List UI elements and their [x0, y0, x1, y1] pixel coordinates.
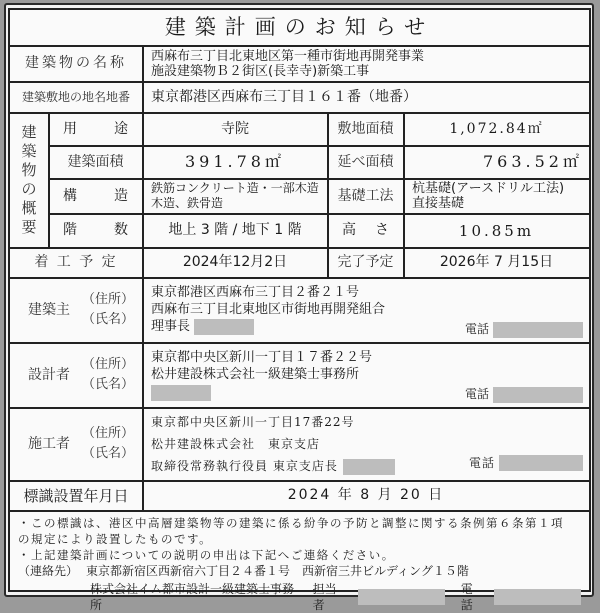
sign-date-value: 2024 年 8 月 20 日	[287, 487, 445, 504]
site-label: 建築敷地の地名地番	[21, 89, 130, 104]
contractor-sub-labels	[82, 424, 134, 464]
building-area-label: 建築面積	[67, 153, 124, 170]
start-date-value: 2024年12月2日	[182, 254, 288, 271]
height-label	[328, 214, 403, 247]
site-area-value: 1,072.84㎡	[449, 120, 544, 137]
overview-label-char: 建	[21, 123, 37, 141]
floors-label	[49, 214, 142, 247]
owner-address-sublabel: （住所）	[81, 292, 134, 307]
foundation-line2: 直接基礎	[412, 196, 465, 211]
foundation-line1: 杭基礎(アースドリル工法)	[412, 181, 565, 196]
redacted-phone	[499, 455, 583, 471]
owner-name: 西麻布三丁目北東地区市街地再開発組合	[151, 302, 386, 317]
contractor-name: 松井建設株式会社 東京支店	[151, 437, 321, 451]
phone-label: 電話	[468, 456, 495, 470]
use-label	[49, 113, 142, 145]
note-1-line-1: ・この標識は、港区中高層建築物等の建築に係る紛争の予防と調整に関する条例第６条第１項	[18, 516, 564, 530]
redacted-name	[151, 385, 211, 401]
structure-label-a: 構	[63, 187, 77, 204]
contractor-name-sublabel: （氏名）	[81, 446, 134, 461]
structure-label-b: 造	[114, 187, 128, 204]
designer-name-sublabel: （氏名）	[81, 377, 134, 392]
contact-label: （連絡先）	[18, 564, 79, 578]
contractor-address-sublabel: （住所）	[81, 426, 134, 441]
contact-address-row	[18, 563, 581, 579]
use-label-b: 途	[114, 120, 128, 137]
overview-label-char: 築	[21, 142, 37, 160]
redacted-phone	[493, 387, 583, 403]
site-value: 東京都港区西麻布三丁目１６１番（地番）	[151, 88, 417, 105]
foundation-label: 基礎工法	[337, 187, 394, 204]
height-label-a: 高	[342, 222, 356, 239]
end-date-value: 2026年 7 月15日	[439, 254, 554, 271]
sign-date-label: 標識設置年月日	[23, 486, 129, 505]
designer-label-text: 設計者	[28, 366, 70, 383]
overview-label-char: の	[21, 180, 37, 198]
owner-label	[10, 278, 142, 342]
contractor-value	[143, 408, 589, 480]
notes-section	[10, 511, 589, 612]
building-name-line2: 施設建築物Ｂ２街区(長幸寺)新築工事	[151, 63, 370, 79]
overview-label-char: 概	[21, 199, 37, 217]
designer-address-sublabel: （住所）	[81, 357, 134, 372]
building-name-line1: 西麻布三丁目北東地区第一種市街地再開発事業	[151, 48, 425, 64]
floors-label-a: 階	[63, 222, 77, 239]
contractor-rep-title: 取締役常務執行役員 東京支店長	[151, 459, 338, 473]
owner-representative	[151, 318, 254, 335]
contractor-label-text: 施工者	[28, 435, 70, 452]
redacted-name	[194, 319, 254, 335]
contractor-label	[10, 408, 142, 480]
structure-line2: 木造、鉄骨造	[151, 196, 224, 210]
phone-label: 電話	[464, 387, 489, 401]
total-floor-area-value: 763.52㎡	[483, 152, 583, 172]
contractor-address: 東京都中央区新川一丁目17番22号	[151, 415, 355, 429]
overview-label-char: 要	[21, 218, 37, 236]
redacted-phone	[494, 589, 581, 605]
floors-label-b: 数	[114, 222, 128, 239]
phone-label: 電話	[460, 582, 473, 612]
building-plan-notice	[8, 8, 591, 612]
designer-value	[143, 343, 589, 407]
total-floor-area-label: 延べ面積	[337, 153, 394, 170]
start-date-label: 着 工 予 定	[34, 254, 118, 271]
owner-address: 東京都港区西麻布三丁目２番２１号	[151, 285, 360, 300]
designer-phone	[465, 386, 583, 403]
height-value: 10.85m	[458, 221, 535, 240]
end-date-label: 完了予定	[337, 254, 394, 271]
owner-phone	[465, 321, 583, 338]
redacted-name	[358, 589, 445, 605]
contact-company-row	[18, 581, 581, 613]
owner-sub-labels	[82, 290, 134, 330]
height-label-b: さ	[375, 222, 389, 239]
building-name-value	[143, 46, 589, 81]
use-label-a: 用	[63, 120, 77, 137]
note-2: ・上記建築計画についての説明の申出は下記へご連絡ください。	[18, 548, 395, 562]
contact-company: 株式会社イム都市設計一級建築士事務所	[90, 582, 295, 612]
designer-sub-labels	[82, 355, 134, 395]
floors-value: 地上 3 階 / 地下 1 階	[168, 222, 302, 239]
phone-label: 電話	[464, 322, 489, 336]
contact-person-label: 担当者	[312, 582, 337, 612]
use-value: 寺院	[221, 120, 249, 137]
owner-label-text: 建築主	[28, 301, 70, 318]
designer-address: 東京都中央区新川一丁目１７番２２号	[151, 350, 373, 365]
building-area-value: 391.78㎡	[185, 152, 285, 172]
overview-label-char: 物	[21, 161, 37, 179]
notice-title: 建築計画のお知らせ	[164, 15, 435, 40]
note-1-line-2: の規定により設置したものです。	[18, 532, 213, 546]
contractor-representative	[151, 455, 395, 477]
redacted-name	[343, 459, 395, 475]
owner-name-sublabel: （氏名）	[81, 312, 134, 327]
owner-value	[143, 278, 589, 342]
site-area-label: 敷地面積	[337, 120, 394, 137]
contractor-phone	[469, 452, 583, 474]
owner-rep-title: 理事長	[151, 319, 191, 334]
designer-label	[10, 343, 142, 407]
designer-name: 松井建設株式会社一級建築士事務所	[151, 367, 360, 382]
redacted-phone	[493, 322, 583, 338]
structure-label	[49, 179, 142, 213]
structure-value	[143, 179, 327, 213]
structure-line1: 鉄筋コンクリート造・一部木造	[151, 181, 319, 195]
building-name-label: 建築物の名称	[25, 55, 127, 72]
foundation-value	[404, 179, 589, 213]
overview-group-label	[10, 113, 48, 247]
contact-address: 東京都新宿区西新宿六丁目２４番１号 西新宿三井ビルディング１５階	[86, 564, 469, 578]
